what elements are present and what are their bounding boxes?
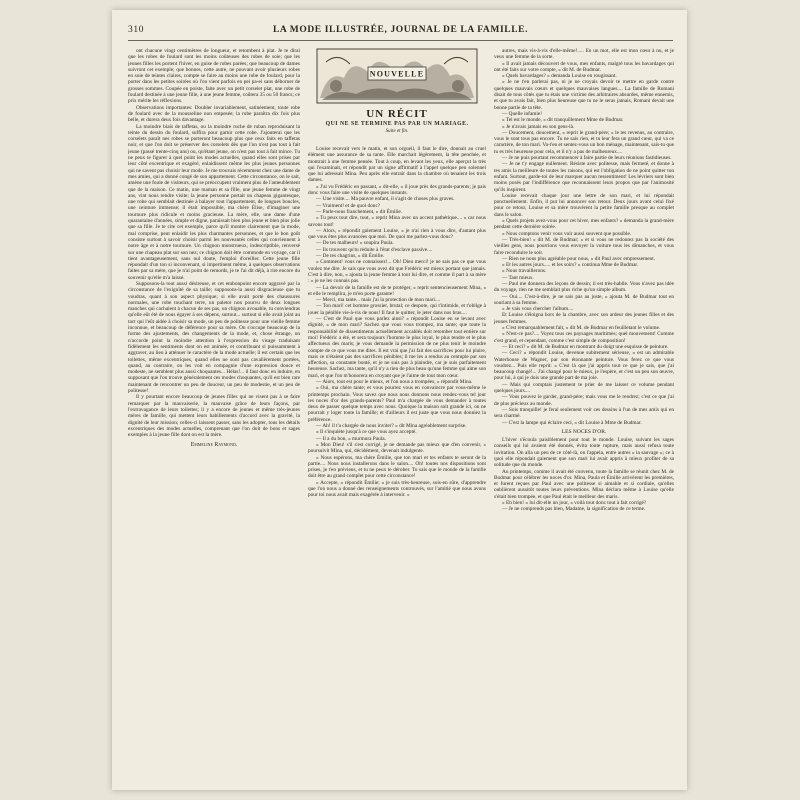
paragraph: « J'ai vu Frédéric en passant, » dit-elle, « il joue près des grands-parents; je pais donc vous faire une visite de quelques instants. [308, 183, 486, 197]
paragraph: Au printemps, comme il avait été convenu, toute la famille se réunit chez M. de Budmar pour célébrer les noces d'or. Mina, Paula et Émilie arrivèrent les premières, et furent reçues par Paul avec une politesse si aimable et si cordiale, qu'elles oublièrent aussitôt toutes leurs préventions. Mina déclara même à Louise qu'elle s'était bien trompée, et que Paul était le meilleur des maris. [494, 468, 674, 500]
paragraph: — Merci, ma tante... mais j'ai la protection de mon mari.... [316, 297, 441, 304]
journal-page [112, 10, 687, 790]
paragraph: Louise recevait chaque jour une lettre de son mari, et lui répondait ponctuellement. Enfin, il put lui annoncer son retour. Deux jours avant celui fixé pour ce retour, Louise et sa mère trouvèrent la petite famille presque au complet dans le salon. [494, 192, 674, 218]
paragraph: « N'est-ce pas?.... Voyez tous ces paysages maritimes; quel mouvement! Comme c'est grand, et cependant, comme c'est simple de composition! [494, 331, 674, 344]
paragraph: — Paul me donnera des leçons de dessin; il est très-habile. Vous n'avez pas idée du voyage, rien ne me semblait plus riche qu'un simple album. [494, 280, 674, 294]
paragraph: « Eh bien! » lui dit-elle un jour, « voilà tout donc tout à fait corrigé? [502, 500, 647, 507]
paragraph: « Quels bavardages? » demanda Louise en rougissant. [502, 73, 617, 80]
right-column [494, 48, 674, 790]
paragraph: — Je ne t'y engage nullement. Résiste avec politesse, mais fermeté, et donne à tes amis la meilleure de toutes les raisons, qui est l'obligation de ne point quitter ton enfant. Surtout, garde-toi de leur marquer aucun ressentiment! Les lévriers sont bien moins posés par l'indifférence que reconnaissent leurs propos que par l'animosité qu'ils inspirent. [494, 161, 674, 193]
paragraph: Observations importantes: Doubler invariablement, satinéement, toute robe de foulard avec de la mousseline non empesée; la robe paraîtra dix fois plus belle, et durera deux fois davantage. [128, 104, 300, 124]
paragraph: — Mais qui comptais justement te prier de me laisser ce volume pendant quelques jours.... [494, 381, 674, 395]
paragraph: — Ceci? » répondit Louise, devenue subitement sérieuse, « est un admirable Waterhouse de Wagner, par son étonnante peinture. Vous ferez ce que vous voudrez... Puis elle reprit: « C'est là que j'ai appris tout ce que je sais, que j'ai beaucoup changé!... J'ai changé pour le mieux, je l'espère, et c'est un peu son œuvre, pour lui, à qui je dois une grande part de ma joie. [494, 350, 674, 382]
paragraph: Et Louise s'éloigna hors de la chambre, avec son ardeur des jeunes filles et des jeunes femmes. [494, 312, 674, 325]
paragraph: « C'est remarquablement fait, » dit M. de Budmar en feuilletant le volume. [502, 325, 661, 332]
paragraph: — La devoir de la famille est de te protéger, » reprit sentencieusement Mina, « et elle le remplira, je m'en porte garante! [308, 284, 486, 297]
paragraph: « Nous espérons, ma chère Émilie, que ton mari et tes enfants te seront de la partie.... Nous nous installerons dans le salon.... Oh! toutes nos dispositions sont prises, je t'en préviens, et tu ne peux te dérober. Tu sais que le monde de la famille doit être au grand complet pour cette circonstance! [308, 454, 486, 480]
paragraph: « Et les autres jours..... et les soirs? » continua Mme de Budmar. [502, 262, 639, 269]
paragraph: — Vous pouvez le garder, grand-père; mais vous me le rendrez; c'est ce que j'ai de plus précieux au monde. [494, 394, 674, 407]
paragraph: — Une visite.... Ma pauvre enfant, il s'agit de choses plus graves. [316, 196, 455, 203]
story-title: UN RÉCIT [366, 108, 428, 120]
paragraph: — Très-bien! » dit M. de Budmar; « et si vous ne redoutez pas la société des vieilles gens, nous pourrions vous envoyer la voiture tous les dimanches, et vous faire reconduire le soir. [494, 236, 674, 256]
paragraph: — Je ne puis pourtant recommencer à faire partie de leurs réunions fastidieuses. [502, 155, 672, 162]
paragraph: ont chacune vingt centimètres de longueur, et retombent à plat. Je te dirai que les robes de foulard sont les moins coûteuses des robes de soie; que les jeunes filles les portent l'hiver, en guise de robes parées; que beaucoup de dames suivront cet exemple; que bonnes, cette autre, ne pouvant avoir plusieurs robes en soie de teintes claires, compte se faire au moins une robe de foulard, pour la porter dans les petites soirées où l'on vient parfois en pei pa-ei sans déborner de grosses sommes. Coupée en poiste, faite avec un petit corselet plat, une robe de foulard destinée à une jeune fille, à une jeune femme, coûtera 35 ou 50 francs; ce prix mérite les réflexions. [128, 48, 300, 105]
paragraph: « Tel est le monde, » dit tranquillement Mme de Budmar. [502, 117, 624, 124]
paragraph: « Je ne t'en parlerai pas, ni je ne croyais devoir te mettre en garde contre quelques mauvais cœurs et quelques mauvaises langues.... La famille de Romani disait de tous côtés que tu étais une victime des arbitraires absurdes, même ennemis, et que tu avais fait, bien plus heureuse que tu ne le seras jamais, Romani devait une bonne partie de ta tête. [494, 79, 674, 111]
running-header [128, 24, 673, 41]
paragraph: — C'est la lampe qui éclaire ceci, » dit Louise à Mme de Budmar. [502, 419, 642, 426]
story-continuation: Suite et fin. [385, 129, 409, 134]
paragraph: « Comment! vous ne connaissez!... Oh! Dieu merci! je ne sais pas ce que vous voulez me dire. Je sais que vous avez dit que Frédéric est mieux portant que jamais. C'est à dire, non, » ajouta la jeune femme à tout lui dire, et comme il part à sa mère : « je ne les connais pas. [308, 259, 486, 285]
page-number: 310 [128, 25, 145, 35]
middle-column [308, 48, 486, 790]
story-title-block [308, 108, 486, 135]
paragraph: — De tes chagrins, » dit Émilie. [316, 253, 385, 260]
paragraph: « Nous travaillerons. [502, 268, 547, 275]
paragraph: « Je vais vous chercher l'album.... [502, 306, 574, 313]
paragraph: « Quels projets avez-vous pour cet hiver, mes enfants? » demanda la grand-mère pendant cette dernière soirée. [494, 218, 674, 231]
paragraph: Supposons-la tout aussi désireuse, et cet embonpoint encore aggravé par la circonstance de l'exiguïté de sa taille; supposons-la aussi disgracieuse que tu voudras, quant à son aspect physique; si elle avait porté des chaussures normales, une robe touchant terre, un paletot non pourvu de deux longues manches qui cachaient à chacun de ses pas, un chignon avouable, tu conviendras qu'elle eût été de nous égayer à ses dépens, surtout... surtout si elle avait joint au tact qui l'eût aidée à choisir sa mode, un peu de politesse pour une vieille femme inconnue, et beaucoup de déférence pour sa mère. On s'occupe beaucoup de la forme des ajustements, des changements de la mode, et, chose étrange, on n'accorde point la moindre attention à l'expression du visage traduisant fidèlement les sentiments dont on est animée, et contribuant si puissamment à aggraver, au lieu à atténuer le caractère de la mode actuelle; il est certain que les toilettes, même excentriques, quand elles ne sont pas cavalièrement portées, quand, au contraire, on les voit en compagnie d'une expression douce et modeste, ne semblent plus aussi choquantes... Hélas!... il faut donc en induire, en supposant que l'on trouve généralement ces modes choquantes, qu'il est bien rare maintenant de rencontrer un peu de douceur, un peu de modestie, et un peu de politesse! [128, 280, 300, 395]
paragraph: « Je n'avais jamais eu son gens-là. [502, 123, 575, 130]
paragraph: — Il a du bon, » murmura Paula. [316, 435, 386, 442]
paragraph: — C'est de Paul que vous parlez ainsi? » répondit Louise en se levant avec dignité, « de mon mari? Sachez que vous vous trompez, ma tante; que toute la responsabilité de dissentiments actuellement accablés doit retomber tout entière sur moi! Frédéric a été, et sera toujours l'homme le plus loyal, le plus tendre et le plus affectueux des maris; je vous demande la permission de ne plus tenir le moindre compte de ce que vous me dites. Il est vrai que j'ai fait des sacrifices pour lui plaire, mais ce n'étaient pas des sacrifices pénibles; il me les a rendus au centuple par son affection, sa constante bonté, et je ne suis pas à plaindre, car je suis parfaitement heureuse. Sachez, ma tante, qu'il n'y a rien de plus beau qu'une femme qui aime son mari, et que l'on m'honorera en croyant que je l'aime de tout mon cœur. [308, 316, 486, 379]
paragraph: — Ton mari! cet homme grossier, brutal; ce despote, qui t'intimide, et t'oblige à jouer la pénible vie-à-vis de nous! Il faut le quitter, le jeter dans nos bras.... [308, 303, 486, 316]
paragraph: — Quelle infamie! [502, 110, 543, 117]
nouvelle-vignette [316, 48, 478, 104]
paragraph: — Ah! il t'a chargée de nous inviter? » dit Mina agréablement surprise. [316, 423, 467, 430]
paragraph: « Il s'inquiète jusqu'à ce que vous ayez accepté. [316, 429, 417, 436]
paragraph: — Doucement, doucement, » reprit le grand-père; « le tes revenus, au contraire, vous le sont tous pas encore. Tu ne sais rien, et tu leur fera un grand cœur, qui va ce caractère, de ton mari. Va-t'en et sentez-vous un bon ménage, maintenant, sais-tu que tu es très heureuse pour cela, et il n'y a pas de malheureux.... [494, 129, 674, 155]
paragraph: « Accepte, » répondit Émilie; « je suis très-heureuse, sois-en sûre, d'apprendre que l'on nous a donné des renseignements controuvés, sur l'amitié que nous avons pour toi nous avait mais exagérée à intervenir. » [308, 479, 486, 499]
paragraph: « Il avait jamais découvert de vous, mes enfants, malgré tous les bavardages qui ont été faits sur votre compte, » dit M. de Budmar. [494, 60, 674, 73]
story-text [308, 146, 486, 790]
paragraph: La moindre biais de taffetas, ou la moindre ruche de ruban reproduisant la teinte du dessin du foulard, suffira pour garnir cette robe. J'ajouterai que les corselets paraît nes robes se porteront beaucoup plus que ceux faits en taffetas noir, et que l'on doit se préserver des corselets dès que l'on n'est pas tout à fait jeune (passé trente-cinq ans) ou, qu'étant jeune, on n'est pas tout à fait mince. Tu ne peux te figurer à quel point les modes actuelles, quand elles sont prises par leur côté excentrique et exagéré, enlaidissent même les plus jeunes personnes qui ne savent pas choisir leur mode. Je me trouvais récemment chez une dame de mes amies, qui a donné congé de son appartement. Cette circonstance, on le sait, amène une foule de visiteurs, qui se préoccupent vraiment plus de l'ameublement que de la maison. Ce matin, une maman et sa fille, une jeune femme de vingt ans, vint nous rendre visite; la jeune personne portait un chapeau gigantesque, une robe qui semblait destinée à balayer tout l'appartement, de longues boucles, une ceinture immense; il était impossible, ma chère Élise, d'imaginer une tournure plus ridicule et moins gracieuse. La mère, elle, une dame d'une quarantaine d'années, simple et digne, paraissait bien plus jeune et bien plus jolie que sa fille. Je te cite cet exemple, parce qu'il montre clairement que la mode, mal comprise, peut enlaidir les plus charmantes personnes, et que le bon goût consiste surtout à savoir choisir parmi les nouveautés celles qui conviennent à notre âge et à notre tournure. Un chignon monstrueux, indescriptible, renversé sur une chapeau plat sur son nez; ce chignon doit être commode en voyage, car il tient avantageusement, sans nul doute, l'emploi d'oreiller. Cette jeune fille répondait d'un ton si inconvenant, si impertinent même, à quelques observations faites par sa mère, que je n'ai point de remords, je te l'ai dit déjà, à rire encore du souvenir qu'elle m'a laissé. [128, 123, 300, 281]
banner-text: NOUVELLE [369, 69, 425, 79]
paragraph: Louise recevait vers le matin, et son orgueil, il faut le dire, donnait au cruel élément une assurance de sa tante. Elle marchait légèrement, la tête penchée, et montrait à une femme pensée. Tout à coup, en levant les yeux, elle aperçut la très qui l'examinait, et répondit par un signe affirmatif à l'appel quelque peu solennel que lui adressait Mina. Peu après elle entrait dans la chambre où tenaient les trois dames. [308, 146, 486, 184]
paragraph: — Sois tranquille! je ferai seulement voir ces dessins à l'un de mes amis qui en sera charmé. [494, 406, 674, 420]
paragraph: « Oui, ma chère tante; et vous pourrez vous en convaincre par vous-même le printemps prochain. Vous savez que nous nous donnons nous rendez-vous tel jour les noces d'or des grands-parents? Paul m'a chargée de vous demander à toutes deux de passer quelque temps avec nous. Quoique la maison soit grande ici, on ne pourrait y loger toute la famille; et d'ailleurs il est juste que vous nous donniez la préférence. [308, 385, 486, 423]
paragraph: — Alors, » répondit gaiement Louise, « je n'ai rien à vous dire, d'autant plus que vous êtes plus avancées que moi. De quoi me parlez-vous donc? [308, 227, 486, 241]
paragraph: « Mon Dieu! s'il s'est corrigé, je ne demande pas mieux que d'en convenir, » poursuivit Mina, qui, décidément, devenait indulgente. [308, 441, 486, 455]
paragraph: — De tes malheurs! » soupira Paula. [316, 240, 394, 247]
story-subtitle: QUI NE SE TERMINE PAS PAR UN MARIAGE. [325, 121, 469, 127]
ornamental-vignette-icon [316, 48, 478, 104]
left-column [128, 48, 300, 790]
paragraph: « Tu peux tout dire, tout, » reprit Mina avec un accent pathétique.... « car nous savons tout! [308, 215, 486, 228]
author-signature: Emmeline Raymond. [190, 442, 238, 449]
journal-title: LA MODE ILLUSTRÉE, JOURNAL DE LA FAMILLE. [272, 25, 529, 35]
paragraph: autres, mais vis-à-vis d'elle-même!..... En un mot, elle est mon cœur à nu, et je veux une femme de la sorte. [494, 48, 674, 61]
paragraph: — Oui.... C'est-à-dire, je ne sais pas au juste, » ajouta M. de Budmar tout en souriant à sa femme. [494, 293, 674, 306]
paragraph: « Nous comptons venir vous voir aussi souvent que possible. [502, 230, 632, 237]
paragraph: — Rien ne nous plus agréable pour nous, » dit Paul avec empressement. [502, 255, 655, 262]
paragraph: — Et ceci? » dit M. de Budmar en montrant du doigt une esquisse de peinture. [502, 343, 669, 350]
paragraph: — Parle-nous franchement, » dit Émilie. [316, 208, 403, 215]
paragraph: Il y pourtant encore beaucoup de jeunes filles qui ne visent pas à se faire remarquer par la mauvaiserie, la mauvaise grâce de leurs façons, par l'extravagance de leurs toilettes; il y a encore de jeunes et même très-jeunes mères de famille, qui mettent leurs habillements d'accord avec la gravité, la dignité de leur mission; celles-ci laissent passer, sans les adopter, tous les détails excentriques des modes actuelles, comprenant que l'on doit de bons et sages exemples à la jeune fille dont on est la mère. [128, 394, 300, 439]
paragraph: — Je ne comprends pas bien, Madame, la signification de ce terme. [502, 506, 646, 513]
paragraph: — Tant mieux. [502, 274, 534, 281]
paragraph: L'hiver s'écoula paisiblement pour tout le monde. Louise, suivant les sages conseils qui lui avaient été donnés, évita toute rupture, mais aussi refusa toute invitation. On alla un peu de ce côté-là, on l'appela, entre autres « la sauvage »; ce à quoi elle répondait gaiement que son mari lui avait appris à mieux profiter de sa solitude que du monde. [494, 437, 674, 469]
section-heading: LES NOCES D'OR. [561, 428, 607, 435]
paragraph: — Alors, tout est pour le mieux, et l'on nous a trompées, » répondit Mina. [316, 378, 473, 385]
paragraph: — Ils trouvent qu'tu réduite à l'état d'esclave passive.... [316, 246, 433, 253]
paragraph: — Vraiment! et de quoi donc? [316, 202, 381, 209]
